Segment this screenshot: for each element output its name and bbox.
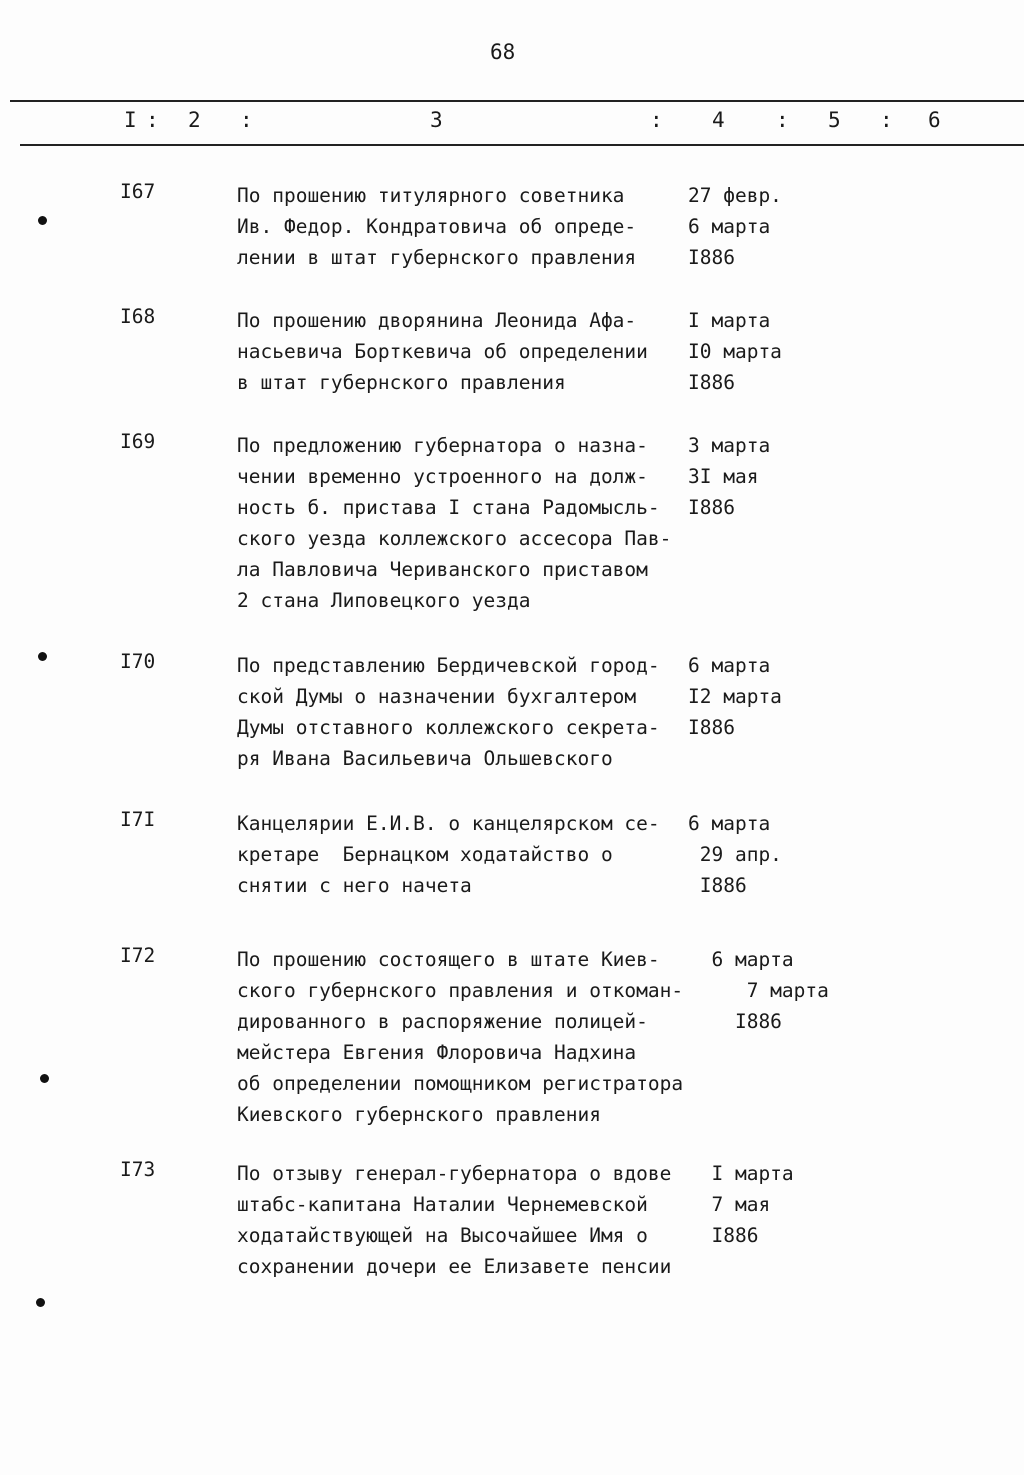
header-bottom-rule: [20, 144, 1024, 146]
header-col-5: 5: [828, 108, 841, 132]
header-sep: :: [650, 108, 663, 132]
header-sep: :: [776, 108, 789, 132]
description-line: дированного в распоряжение полицей-: [237, 1010, 648, 1033]
date-line: 6 марта: [688, 215, 771, 238]
entry-description: [237, 944, 683, 1130]
date-line: I886: [688, 874, 747, 897]
header-sep: :: [880, 108, 893, 132]
description-line: насьевича Борткевича об определении: [237, 340, 648, 363]
entry-number: I68: [120, 305, 156, 328]
date-line: 29 апр.: [688, 843, 782, 866]
date-line: I марта: [688, 1162, 794, 1185]
date-line: 3 марта: [688, 434, 771, 457]
description-line: Думы отставного коллежского секрета-: [237, 716, 660, 739]
punch-hole-mark: [40, 1074, 49, 1083]
description-line: ла Павловича Чериванского приставом: [237, 558, 648, 581]
date-line: 6 марта: [688, 654, 771, 677]
description-line: ность б. пристава I стана Радомысль-: [237, 496, 660, 519]
date-line: I886: [688, 1224, 759, 1247]
description-line: ходатайствующей на Высочайшее Имя о: [237, 1224, 648, 1247]
date-line: I886: [688, 496, 735, 519]
entry-number: I69: [120, 430, 156, 453]
entry-description: [237, 1158, 671, 1282]
entry-description: [237, 305, 648, 398]
date-line: I886: [688, 1010, 782, 1033]
description-line: По предложению губернатора о назна-: [237, 434, 648, 457]
date-line: 6 марта: [688, 948, 794, 971]
entry-number: I7I: [120, 808, 156, 831]
header-sep: :: [240, 108, 253, 132]
description-line: лении в штат губернского правления: [237, 246, 637, 269]
date-line: I марта: [688, 309, 771, 332]
entry-description: [237, 808, 660, 901]
date-line: 27 февр.: [688, 184, 782, 207]
description-line: мейстера Евгения Флоровича Надхина: [237, 1041, 637, 1064]
entry-number: I72: [120, 944, 156, 967]
description-line: Киевского губернского правления: [237, 1103, 601, 1126]
date-line: I886: [688, 371, 735, 394]
header-sep: :: [146, 108, 159, 132]
punch-hole-mark: [38, 216, 47, 225]
page-number: 68: [490, 40, 516, 64]
header-col-3: 3: [430, 108, 443, 132]
description-line: об определении помощником регистратора: [237, 1072, 684, 1095]
entry-dates: [688, 650, 782, 743]
description-line: ского губернского правления и откоман-: [237, 979, 684, 1002]
header-col-6: 6: [928, 108, 941, 132]
description-line: кретаре Бернацком ходатайство о: [237, 843, 613, 866]
description-line: ря Ивана Васильевича Ольшевского: [237, 747, 613, 770]
description-line: По представлению Бердичевской город-: [237, 654, 660, 677]
description-line: чении временно устроенного на долж-: [237, 465, 648, 488]
description-line: 2 стана Липовецкого уезда: [237, 589, 531, 612]
punch-hole-mark: [38, 652, 47, 661]
date-line: I886: [688, 246, 735, 269]
entry-number: I67: [120, 180, 156, 203]
date-line: I886: [688, 716, 735, 739]
date-line: 6 марта: [688, 812, 771, 835]
date-line: I0 марта: [688, 340, 782, 363]
entry-dates: [688, 305, 782, 398]
date-line: 7 марта: [688, 979, 829, 1002]
description-line: ской Думы о назначении бухгалтером: [237, 685, 637, 708]
entry-number: I70: [120, 650, 156, 673]
header-col-1: I: [124, 108, 137, 132]
date-line: 7 мая: [688, 1193, 771, 1216]
entry-dates: [688, 430, 770, 523]
punch-hole-mark: [36, 1298, 45, 1307]
description-line: в штат губернского правления: [237, 371, 566, 394]
description-line: ского уезда коллежского ассесора Пав-: [237, 527, 672, 550]
entry-number: I73: [120, 1158, 156, 1181]
description-line: По прошению состоящего в штате Киев-: [237, 948, 660, 971]
entry-dates: [688, 808, 782, 901]
entry-description: [237, 430, 671, 616]
description-line: Канцелярии Е.И.В. о канцелярском се-: [237, 812, 660, 835]
entry-dates: [688, 1158, 794, 1251]
header-col-4: 4: [712, 108, 725, 132]
entry-description: [237, 180, 636, 273]
description-line: Ив. Федор. Кондратовича об опреде-: [237, 215, 637, 238]
description-line: штабс-капитана Наталии Чернемевской: [237, 1193, 648, 1216]
header-col-2: 2: [188, 108, 201, 132]
entry-dates: [688, 180, 782, 273]
date-line: 3I мая: [688, 465, 759, 488]
entry-description: [237, 650, 660, 774]
description-line: По прошению дворянина Леонида Афа-: [237, 309, 637, 332]
description-line: снятии с него начета: [237, 874, 472, 897]
description-line: сохранении дочери ее Елизавете пенсии: [237, 1255, 672, 1278]
description-line: По отзыву генерал-губернатора о вдове: [237, 1162, 672, 1185]
entry-dates: [688, 944, 829, 1037]
date-line: I2 марта: [688, 685, 782, 708]
header-top-rule: [10, 100, 1024, 102]
description-line: По прошению титулярного советника: [237, 184, 625, 207]
